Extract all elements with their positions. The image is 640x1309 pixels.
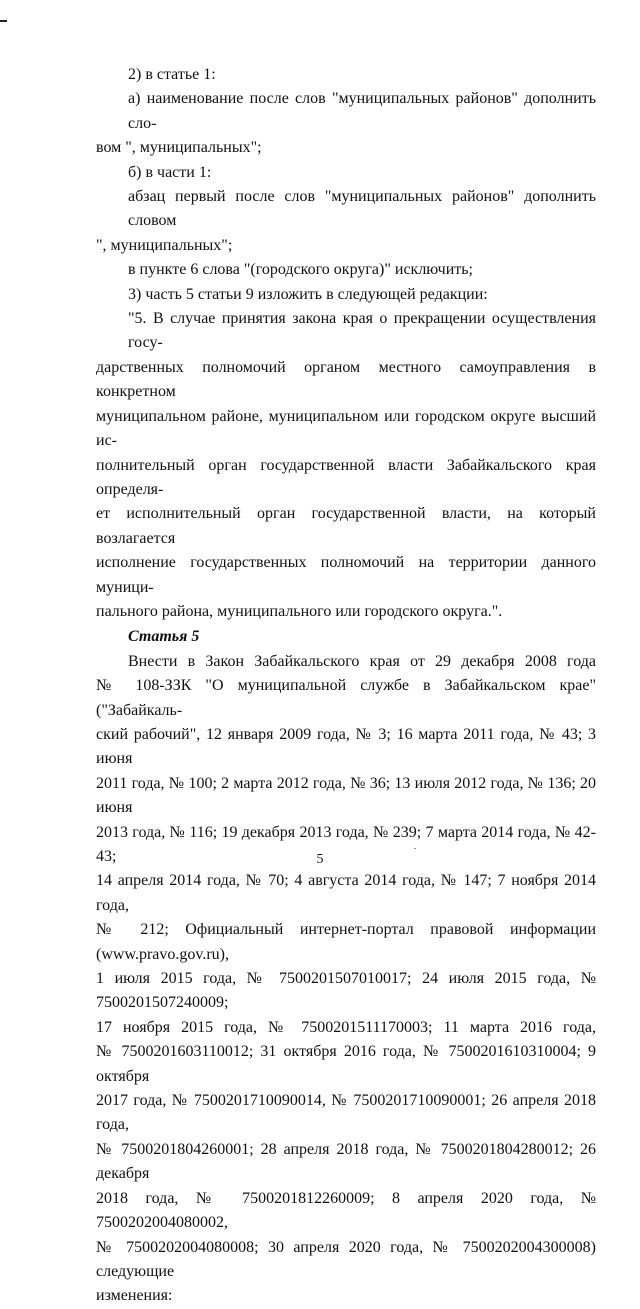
text-line: 14 апреля 2014 года, № 70; 4 августа 2014 года, № 147; 7 ноября 2014 года,: [96, 872, 596, 914]
page-number: 5: [316, 852, 324, 867]
text-line: ", муниципальных";: [96, 236, 233, 254]
text-line: № 7500202004080008; 30 апреля 2020 года, № 7500202004300008) следующие: [96, 1238, 596, 1280]
text-line: № 7500201603110012; 31 октября 2016 года, № 7500201610310004; 9 октября: [96, 1043, 596, 1085]
text-line: муниципальном районе, муниципальном или городском округе высший ис-: [96, 407, 596, 450]
text-line: полнительный орган государственной власти Забайкальского края определя-: [96, 456, 596, 498]
corner-mark: [0, 20, 7, 22]
text-line: 2) в статье 1:: [128, 66, 216, 83]
text-line: № 108-ЗЗК "О муниципальной службе в Забайкальском крае" ("Забайкаль-: [96, 677, 596, 719]
text-line: 2017 года, № 7500201710090014, № 7500201710090001; 26 апреля 2018 года,: [96, 1092, 596, 1134]
text-line: вом ", муниципальных";: [96, 139, 262, 157]
text-line: б) в части 1:: [128, 163, 212, 181]
text-line: дарственных полномочий органом местного самоуправления в конкретном: [96, 358, 596, 401]
text-line: пального района, муниципального или городского округа.".: [96, 602, 503, 620]
text-line: 2013 года, № 116; 19 декабря 2013 года, № 239; 7 марта 2014 года, № 42-43;: [96, 823, 596, 865]
text-line: в пункте 6 слова "(городского округа)" исключить;: [128, 261, 473, 279]
text-line: 2018 года, № 7500201812260009; 8 апреля 2020 года, № 7500202004080002,: [96, 1189, 596, 1232]
text-line: изменения:: [96, 1287, 173, 1305]
text-line: ский рабочий", 12 января 2009 года, № 3; 16 марта 2011 года, № 43; 3 июня: [96, 725, 596, 768]
text-line: Внести в Закон Забайкальского края от 29 декабря 2008 года: [128, 652, 596, 670]
text-line: "5. В случае принятия закона края о прекращении осуществления госу-: [128, 310, 596, 352]
text-line: 3) часть 5 статьи 9 изложить в следующей редакции:: [128, 285, 488, 303]
text-line: № 212; Официальный интернет-портал правовой информации (www.pravo.gov.ru),: [96, 921, 596, 963]
document-body: [96, 63, 596, 1309]
text-line: № 7500201804260001; 28 апреля 2018 года, № 7500201804280012; 26 декабря: [96, 1140, 596, 1183]
text-line: а) наименование после слов "муниципальных районов" дополнить сло-: [128, 90, 596, 132]
text-line: ет исполнительный орган государственной власти, на который возлагается: [96, 505, 596, 547]
text-line: исполнение государственных полномочий на территории данного муници-: [96, 554, 596, 596]
text-line: абзац первый после слов "муниципальных районов" дополнить словом: [128, 188, 596, 230]
text-line: 1 июля 2015 года, № 7500201507010017; 24 июля 2015 года, № 7500201507240009;: [96, 970, 596, 1012]
text-line: 17 ноября 2015 года, № 7500201511170003; 11 марта 2016 года,: [96, 1018, 596, 1036]
article-heading: Статья 5: [128, 628, 200, 646]
scan-speck: [414, 848, 416, 849]
text-line: 2011 года, № 100; 2 марта 2012 года, № 36; 13 июля 2012 года, № 136; 20 июня: [96, 774, 596, 817]
